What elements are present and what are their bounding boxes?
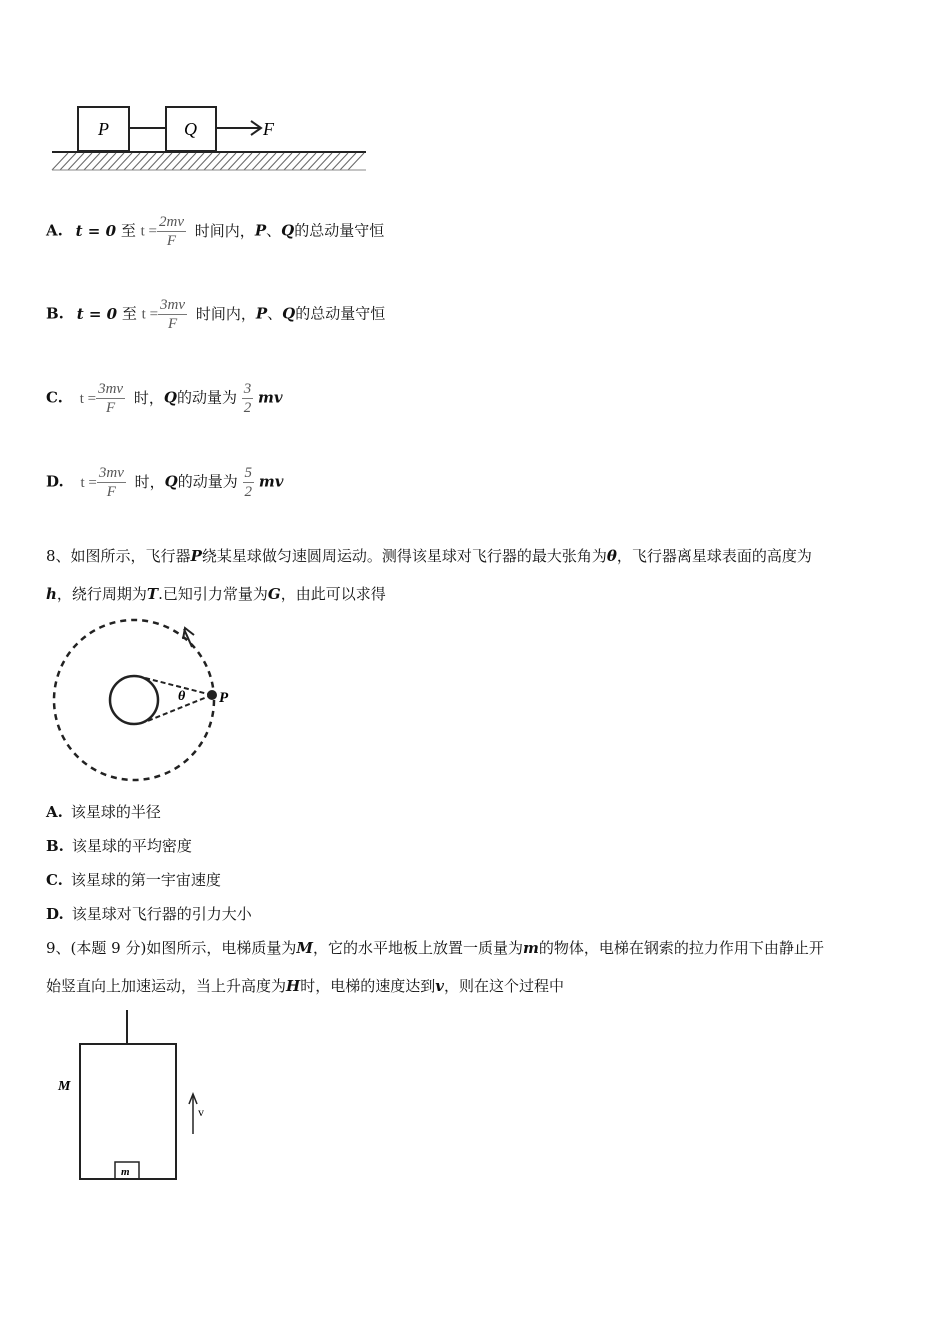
option-letter: C. — [46, 388, 63, 407]
p-label: P — [219, 690, 229, 706]
q7-option-d[interactable]: D. t = $\frac{3mv}{F}$ 时，Q的动量为 $\frac{5}{2}$ mv — [46, 465, 284, 500]
velocity-label: v — [198, 1105, 204, 1119]
q7-option-b[interactable]: B. t = 0 至 t = $\frac{3mv}{F}$ 时间内，P、Q的总动量守恒 — [46, 297, 386, 332]
ground-hatch — [52, 153, 364, 170]
option-letter: B. — [46, 304, 64, 323]
fraction: $\frac{3mv}{F}$ — [98, 465, 124, 500]
q9-stem: 9、(本题 9 分)如图所示，电梯质量为M，它的水平地板上放置一质量为m的物体，电梯在钢索的拉力作用下由静止开 始竖直向上加速运动，当上升高度为H时，电梯的速度达到v，则在这个过程中 — [46, 939, 824, 995]
planet — [110, 676, 158, 724]
figure-blocks-pq — [48, 100, 370, 175]
option-letter: A. — [46, 221, 63, 240]
mass-label: M — [58, 1079, 71, 1094]
fraction: $\frac{3mv}{F}$ — [160, 297, 186, 332]
block-p-label: P — [98, 119, 109, 139]
q8-option-d[interactable]: D. 该星球对飞行器的引力大小 — [46, 905, 252, 923]
q8-option-a[interactable]: A. 该星球的半径 — [46, 803, 161, 821]
figure-elevator — [50, 1010, 220, 1185]
q8-option-b[interactable]: B. 该星球的平均密度 — [46, 837, 192, 855]
q8-option-c[interactable]: C. 该星球的第一宇宙速度 — [46, 871, 221, 889]
figure-orbit — [48, 617, 248, 785]
force-label: F — [263, 119, 274, 139]
spacecraft-p — [207, 690, 217, 700]
fraction: $\frac{5}{2}$ — [244, 465, 253, 500]
q8-stem: 8、如图所示，飞行器P绕某星球做匀速圆周运动。测得该星球对飞行器的最大张角为θ，飞行器离星球表面的高度为 h，绕行周期为T.已知引力常量为G，由此可以求得 — [46, 547, 812, 603]
q7-option-c[interactable]: C. t = $\frac{3mv}{F}$ 时，Q的动量为 $\frac{3}{2}$ mv — [46, 381, 283, 416]
object-m-label: m — [121, 1166, 130, 1178]
fraction: $\frac{3}{2}$ — [243, 381, 252, 416]
block-q-label: Q — [184, 119, 197, 139]
elevator-car — [80, 1044, 176, 1179]
fraction: $\frac{3mv}{F}$ — [98, 381, 124, 416]
option-letter: D. — [46, 472, 64, 491]
fraction: $\frac{2mv}{F}$ — [159, 214, 185, 249]
angle-label: θ — [178, 689, 186, 704]
q7-option-a[interactable]: A. t = 0 至 t = $\frac{2mv}{F}$ 时间内，P、Q的总动量守恒 — [46, 214, 385, 249]
